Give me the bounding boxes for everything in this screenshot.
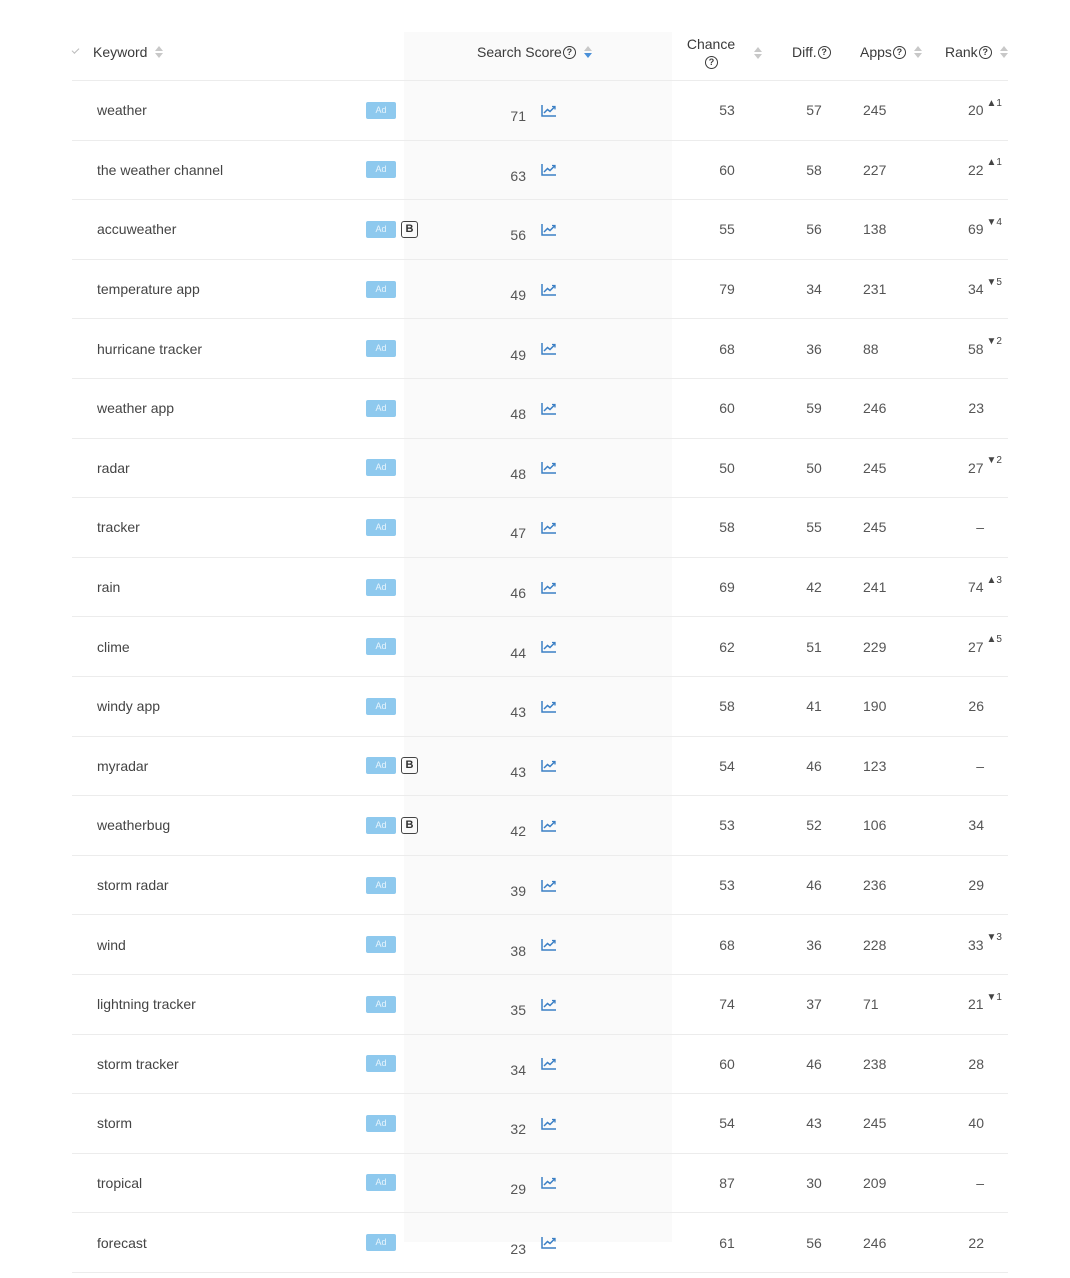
- rank-cell: [952, 1094, 1002, 1153]
- rank-cell: [952, 260, 1002, 319]
- table-row[interactable]: [72, 737, 1008, 797]
- chance-cell: 79: [719, 281, 735, 298]
- apps-cell: 245: [863, 519, 887, 536]
- rank-value: 20: [967, 102, 984, 119]
- keyword-cell[interactable]: clime: [97, 638, 130, 655]
- search-score-cell: 38: [510, 942, 526, 959]
- apps-cell: 209: [863, 1174, 887, 1191]
- ad-badge[interactable]: Ad: [366, 1115, 396, 1132]
- sort-keyword-icon[interactable]: [155, 45, 163, 59]
- ad-badge[interactable]: Ad: [366, 1174, 396, 1191]
- search-score-help-icon[interactable]: ?: [563, 46, 576, 59]
- rank-cell: [952, 200, 1002, 259]
- diff-cell: 59: [806, 400, 822, 417]
- diff-cell: 36: [806, 340, 822, 357]
- keyword-cell[interactable]: radar: [97, 459, 130, 476]
- rank-help-icon[interactable]: ?: [979, 46, 992, 59]
- search-score-cell: 43: [510, 763, 526, 780]
- search-score-cell: 56: [510, 227, 526, 244]
- ad-badge[interactable]: Ad: [366, 519, 396, 536]
- keyword-cell[interactable]: wind: [97, 936, 126, 953]
- search-score-cell: 23: [510, 1240, 526, 1257]
- header-search-score-label: Search Score: [477, 44, 562, 60]
- keyword-cell[interactable]: hurricane tracker: [97, 340, 203, 357]
- apps-cell: 71: [863, 996, 879, 1013]
- badges-cell: [366, 1213, 396, 1272]
- keyword-cell[interactable]: windy app: [97, 698, 161, 715]
- search-score-cell: 32: [510, 1121, 526, 1138]
- trend-chart-icon[interactable]: [541, 558, 557, 617]
- rank-change-indicator: ▲5: [986, 634, 1002, 646]
- apps-cell: 245: [863, 1115, 887, 1132]
- b-badge: B: [401, 757, 418, 774]
- trend-chart-icon[interactable]: [541, 617, 557, 676]
- keyword-cell[interactable]: accuweather: [97, 221, 177, 238]
- rank-cell: [952, 379, 1002, 438]
- ad-badge[interactable]: Ad: [366, 1055, 396, 1072]
- table-row[interactable]: [72, 81, 1008, 141]
- badges-cell: [366, 200, 418, 259]
- table-row[interactable]: [72, 1213, 1008, 1273]
- diff-cell: 52: [806, 817, 822, 834]
- rank-value: 22: [967, 161, 984, 178]
- keyword-cell[interactable]: tracker: [97, 519, 140, 536]
- rank-value: 29: [968, 877, 984, 894]
- ad-badge[interactable]: Ad: [366, 102, 396, 119]
- search-score-cell: 46: [510, 585, 526, 602]
- keyword-cell[interactable]: temperature app: [97, 281, 200, 298]
- rank-cell: [952, 319, 1002, 378]
- chance-cell: 68: [719, 936, 735, 953]
- trend-chart-icon[interactable]: [541, 81, 557, 140]
- header-search-score[interactable]: [477, 24, 592, 80]
- apps-cell: 229: [863, 638, 887, 655]
- apps-help-icon[interactable]: ?: [893, 46, 906, 59]
- diff-help-icon[interactable]: ?: [818, 46, 831, 59]
- ad-badge[interactable]: Ad: [366, 340, 396, 357]
- header-keyword[interactable]: [93, 24, 163, 80]
- ad-badge[interactable]: Ad: [366, 579, 396, 596]
- table-row[interactable]: [72, 558, 1008, 618]
- keyword-table: [72, 24, 1008, 1273]
- apps-cell: 238: [863, 1055, 887, 1072]
- header-diff-label: Diff.: [792, 44, 817, 60]
- apps-cell: 236: [863, 877, 887, 894]
- table-row[interactable]: [72, 1154, 1008, 1214]
- trend-chart-icon[interactable]: [541, 1154, 557, 1213]
- apps-cell: 227: [863, 161, 887, 178]
- chance-cell: 69: [719, 579, 735, 596]
- chance-cell: 62: [719, 638, 735, 655]
- sort-apps-icon[interactable]: [914, 45, 922, 59]
- chance-cell: 68: [719, 340, 735, 357]
- header-rank[interactable]: [945, 24, 1008, 80]
- search-score-cell: 63: [510, 167, 526, 184]
- sort-rank-icon[interactable]: [1000, 45, 1008, 59]
- search-score-cell: 48: [510, 465, 526, 482]
- b-badge: B: [401, 817, 418, 834]
- diff-cell: 46: [806, 1055, 822, 1072]
- trend-chart-icon[interactable]: [541, 856, 557, 915]
- keyword-cell[interactable]: lightning tracker: [97, 996, 196, 1013]
- rank-value: 22: [968, 1234, 984, 1251]
- table-row[interactable]: [72, 200, 1008, 260]
- diff-cell: 43: [806, 1115, 822, 1132]
- badges-cell: [366, 1154, 396, 1213]
- chance-cell: 58: [719, 519, 735, 536]
- diff-cell: 34: [806, 281, 822, 298]
- keyword-cell[interactable]: storm tracker: [97, 1055, 179, 1072]
- badges-cell: [366, 319, 396, 378]
- rank-cell: [952, 677, 1002, 736]
- badges-cell: [366, 1094, 396, 1153]
- chance-cell: 61: [719, 1234, 735, 1251]
- keyword-cell[interactable]: weatherbug: [97, 817, 171, 834]
- rank-value: 21: [967, 996, 984, 1013]
- rank-change-indicator: ▲1: [986, 97, 1002, 109]
- rank-change-indicator: ▼4: [986, 216, 1002, 228]
- trend-chart-icon[interactable]: [541, 1094, 557, 1153]
- apps-cell: 228: [863, 936, 887, 953]
- chance-cell: 60: [719, 1055, 735, 1072]
- header-chance[interactable]: [686, 24, 736, 80]
- diff-cell: 37: [806, 996, 822, 1013]
- apps-cell: 190: [863, 698, 887, 715]
- table-row[interactable]: [72, 677, 1008, 737]
- search-score-cell: 29: [510, 1180, 526, 1197]
- search-score-cell: 35: [510, 1002, 526, 1019]
- diff-cell: 50: [806, 459, 822, 476]
- rank-cell: [952, 81, 1002, 140]
- ad-badge[interactable]: Ad: [366, 757, 396, 774]
- apps-cell: 246: [863, 1234, 887, 1251]
- rank-value: 40: [968, 1115, 984, 1132]
- header-keyword-label: Keyword: [93, 44, 148, 60]
- rank-value: –: [976, 519, 984, 536]
- apps-cell: 231: [863, 281, 887, 298]
- apps-cell: 246: [863, 400, 887, 417]
- diff-cell: 36: [806, 936, 822, 953]
- keyword-cell[interactable]: storm radar: [97, 877, 169, 894]
- table-row[interactable]: [72, 1094, 1008, 1154]
- rank-value: 34: [967, 281, 984, 298]
- table-row[interactable]: [72, 498, 1008, 558]
- search-score-cell: 49: [510, 346, 526, 363]
- ad-badge[interactable]: Ad: [366, 221, 396, 238]
- table-row[interactable]: [72, 141, 1008, 201]
- rank-change-indicator: ▲3: [986, 574, 1002, 586]
- diff-cell: 30: [806, 1174, 822, 1191]
- table-row[interactable]: [72, 617, 1008, 677]
- keyword-cell[interactable]: tropical: [97, 1174, 143, 1191]
- chance-help-icon[interactable]: ?: [705, 56, 718, 69]
- rank-value: 58: [967, 340, 984, 357]
- search-score-cell: 39: [510, 883, 526, 900]
- header-apps-label: Apps: [860, 44, 892, 60]
- chance-cell: 60: [719, 161, 735, 178]
- trend-chart-icon[interactable]: [541, 498, 557, 557]
- rank-change-indicator: ▲1: [986, 157, 1002, 169]
- trend-chart-icon[interactable]: [541, 200, 557, 259]
- rank-value: 26: [968, 698, 984, 715]
- chance-cell: 53: [719, 102, 735, 119]
- trend-chart-icon[interactable]: [541, 975, 557, 1034]
- chance-cell: 55: [719, 221, 735, 238]
- ad-badge[interactable]: Ad: [366, 638, 396, 655]
- rank-cell: [952, 439, 1002, 498]
- diff-cell: 42: [806, 579, 822, 596]
- b-badge: B: [401, 221, 418, 238]
- badges-cell: [366, 617, 396, 676]
- search-score-cell: 49: [510, 287, 526, 304]
- badges-cell: [366, 558, 396, 617]
- trend-chart-icon[interactable]: [541, 915, 557, 974]
- diff-cell: 46: [806, 877, 822, 894]
- rank-cell: [952, 141, 1002, 200]
- ad-badge[interactable]: Ad: [366, 936, 396, 953]
- table-row[interactable]: [72, 796, 1008, 856]
- rank-value: –: [976, 757, 984, 774]
- search-score-cell: 71: [510, 108, 526, 125]
- badges-cell: [366, 260, 396, 319]
- ad-badge[interactable]: Ad: [366, 1234, 396, 1251]
- ad-badge[interactable]: Ad: [366, 459, 396, 476]
- chance-cell: 53: [719, 877, 735, 894]
- sort-chance-icon[interactable]: [754, 46, 762, 60]
- search-score-cell: 43: [510, 704, 526, 721]
- table-row[interactable]: [72, 856, 1008, 916]
- keyword-cell[interactable]: forecast: [97, 1234, 147, 1251]
- keyword-cell[interactable]: myradar: [97, 757, 149, 774]
- chance-cell: 60: [719, 400, 735, 417]
- apps-cell: 106: [863, 817, 887, 834]
- diff-cell: 56: [806, 1234, 822, 1251]
- keyword-cell[interactable]: rain: [97, 579, 121, 596]
- select-all-checkmark-icon[interactable]: [72, 46, 80, 54]
- trend-chart-icon[interactable]: [541, 737, 557, 796]
- rank-change-indicator: ▼3: [986, 932, 1002, 944]
- rank-change-indicator: ▼1: [986, 991, 1002, 1003]
- search-score-cell: 44: [510, 644, 526, 661]
- sort-search-score-icon[interactable]: [584, 45, 592, 59]
- rank-cell: [952, 915, 1002, 974]
- badges-cell: [366, 915, 396, 974]
- diff-cell: 55: [806, 519, 822, 536]
- ad-badge[interactable]: Ad: [366, 877, 396, 894]
- rank-cell: [952, 1213, 1002, 1272]
- trend-chart-icon[interactable]: [541, 1035, 557, 1094]
- search-score-cell: 42: [510, 823, 526, 840]
- trend-chart-icon[interactable]: [541, 260, 557, 319]
- rank-cell: [952, 975, 1002, 1034]
- table-row[interactable]: [72, 379, 1008, 439]
- table-row[interactable]: [72, 439, 1008, 499]
- diff-cell: 51: [806, 638, 822, 655]
- rank-value: 27: [967, 459, 984, 476]
- badges-cell: [366, 439, 396, 498]
- table-body: [72, 81, 1008, 1273]
- apps-cell: 245: [863, 459, 887, 476]
- apps-cell: 123: [863, 757, 887, 774]
- badges-cell: [366, 1035, 396, 1094]
- badges-cell: [366, 141, 396, 200]
- badges-cell: [366, 796, 418, 855]
- chance-cell: 54: [719, 757, 735, 774]
- badges-cell: [366, 379, 396, 438]
- rank-cell: [952, 558, 1002, 617]
- keyword-cell[interactable]: weather: [97, 102, 147, 119]
- ad-badge[interactable]: Ad: [366, 996, 396, 1013]
- apps-cell: 245: [863, 102, 887, 119]
- diff-cell: 41: [806, 698, 822, 715]
- ad-badge[interactable]: Ad: [366, 281, 396, 298]
- badges-cell: [366, 81, 396, 140]
- chance-cell: 87: [719, 1174, 735, 1191]
- trend-chart-icon[interactable]: [541, 319, 557, 378]
- rank-change-indicator: ▼5: [986, 276, 1002, 288]
- header-diff[interactable]: [792, 24, 831, 80]
- trend-chart-icon[interactable]: [541, 796, 557, 855]
- apps-cell: 88: [863, 340, 879, 357]
- ad-badge[interactable]: Ad: [366, 161, 396, 178]
- ad-badge[interactable]: Ad: [366, 400, 396, 417]
- badges-cell: [366, 737, 418, 796]
- badges-cell: [366, 677, 396, 736]
- rank-value: 34: [968, 817, 984, 834]
- apps-cell: 241: [863, 579, 887, 596]
- chance-cell: 53: [719, 817, 735, 834]
- table-row[interactable]: [72, 915, 1008, 975]
- apps-cell: 138: [863, 221, 887, 238]
- badges-cell: [366, 498, 396, 557]
- chance-cell: 58: [719, 698, 735, 715]
- keyword-cell[interactable]: weather app: [97, 400, 175, 417]
- badges-cell: [366, 856, 396, 915]
- trend-chart-icon[interactable]: [541, 1213, 557, 1272]
- search-score-cell: 34: [510, 1061, 526, 1078]
- table-row[interactable]: [72, 1035, 1008, 1095]
- chance-cell: 74: [719, 996, 735, 1013]
- rank-value: 33: [967, 936, 984, 953]
- table-row[interactable]: [72, 975, 1008, 1035]
- diff-cell: 46: [806, 757, 822, 774]
- header-apps[interactable]: [860, 24, 922, 80]
- rank-value: 69: [967, 221, 984, 238]
- rank-change-indicator: ▼2: [986, 336, 1002, 348]
- rank-cell: [952, 796, 1002, 855]
- diff-cell: 56: [806, 221, 822, 238]
- trend-chart-icon[interactable]: [541, 677, 557, 736]
- rank-cell: [952, 856, 1002, 915]
- table-header: [72, 24, 1008, 81]
- rank-change-indicator: ▼2: [986, 455, 1002, 467]
- table-row[interactable]: [72, 260, 1008, 320]
- ad-badge[interactable]: Ad: [366, 817, 396, 834]
- trend-chart-icon[interactable]: [541, 439, 557, 498]
- search-score-cell: 47: [510, 525, 526, 542]
- rank-cell: [952, 498, 1002, 557]
- header-chance-label: Chance: [686, 35, 736, 52]
- rank-cell: [952, 1035, 1002, 1094]
- rank-value: 74: [967, 579, 984, 596]
- search-score-cell: 48: [510, 406, 526, 423]
- badges-cell: [366, 975, 396, 1034]
- chance-cell: 54: [719, 1115, 735, 1132]
- keyword-cell[interactable]: storm: [97, 1115, 132, 1132]
- diff-cell: 57: [806, 102, 822, 119]
- rank-cell: [952, 1154, 1002, 1213]
- diff-cell: 58: [806, 161, 822, 178]
- header-rank-label: Rank: [945, 44, 978, 60]
- trend-chart-icon[interactable]: [541, 141, 557, 200]
- ad-badge[interactable]: Ad: [366, 698, 396, 715]
- rank-cell: [952, 737, 1002, 796]
- rank-value: –: [976, 1174, 984, 1191]
- table-row[interactable]: [72, 319, 1008, 379]
- rank-value: 23: [968, 400, 984, 417]
- rank-value: 28: [968, 1055, 984, 1072]
- keyword-cell[interactable]: the weather channel: [97, 161, 224, 178]
- trend-chart-icon[interactable]: [541, 379, 557, 438]
- rank-value: 27: [967, 638, 984, 655]
- rank-cell: [952, 617, 1002, 676]
- chance-cell: 50: [719, 459, 735, 476]
